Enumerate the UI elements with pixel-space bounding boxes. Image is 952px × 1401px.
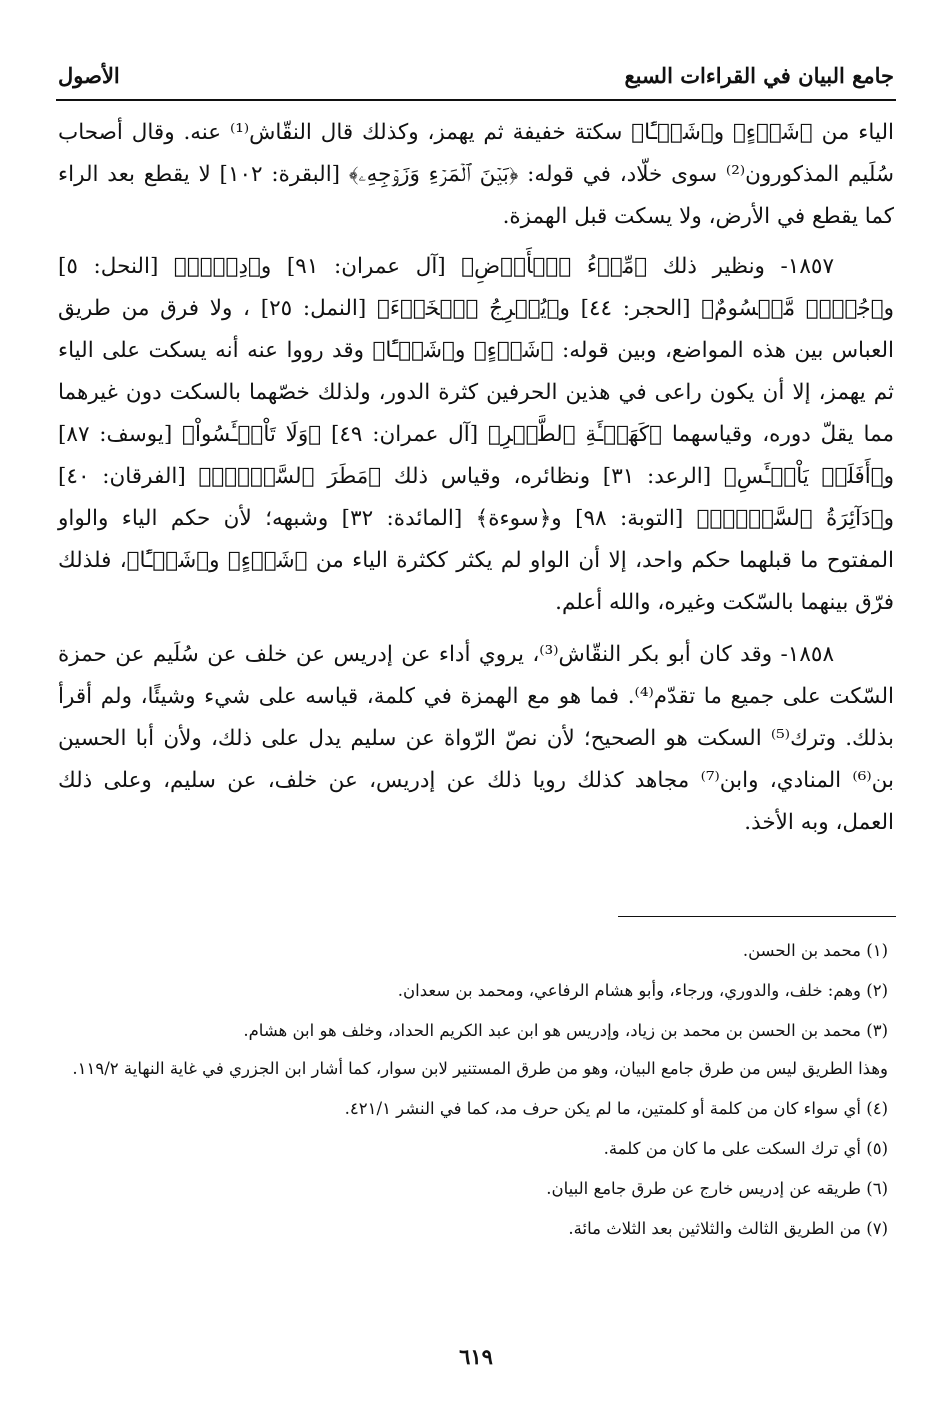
footnote-7: (٧) من الطريق الثالث والثلاثين بعد الثلاث مائة.	[568, 1219, 888, 1238]
footnote-5: (٥) أي ترك السكت على ما كان من كلمة.	[603, 1139, 888, 1158]
paragraph-1858: ١٨٥٨- وقد كان أبو بكر النقّاش⁽³⁾، يروي أداء عن إدريس عن خلف عن سُلَيم عن حمزة السّكت على جميع ما تقدّم⁽⁴⁾. فما هو مع الهمزة في كلمة، قياسه على شيء وشيئًا، ولم أقرأ بذلك. وترك⁽⁵⁾ السكت هو الصحيح؛ لأن نصّ الرّواة عن سليم يدل على ذلك، ولأن أبا الحسين بن⁽⁶⁾ المنادي، وابن⁽⁷⁾ مجاهد كذلك رويا ذلك عن إدريس، عن خلف، عن سليم، وعلى ذلك العمل، وبه الأخذ.	[58, 642, 894, 835]
footnote-rule	[618, 916, 896, 917]
running-header	[58, 52, 894, 98]
paragraph-intro: الياء من ﴿شَيۡءٍ﴾ و﴿شَيۡـًٔا﴾ سكتة خفيفة ثم يهمز، وكذلك قال النقّاش⁽¹⁾ عنه. وقال أصحاب سُلَيم المذكورون⁽²⁾ سوى خلّاد، في قوله: ﴿بَيۡنَ ٱلۡمَرۡءِ وَزَوۡجِهِۦ﴾ [البقرة: ١٠٢] لا يقطع بعد الراء كما يقطع في الأرض، ولا يسكت قبل الهمزة.	[58, 120, 894, 229]
footnote-1: (١) محمد بن الحسن.	[742, 941, 888, 960]
footnote-6: (٦) طريقه عن إدريس خارج عن طرق جامع البيان.	[546, 1179, 888, 1198]
section-title: الأصول	[58, 62, 120, 88]
footnote-4: (٤) أي سواء كان من كلمة أو كلمتين، ما لم يكن حرف مد، كما في النشر ٤٢١/١.	[344, 1099, 888, 1118]
paragraph-1857: ١٨٥٧- ونظير ذلك ﴿مِّلۡءُ ٱلۡأَرۡضِ﴾ [آل عمران: ٩١] و﴿دِفۡءٞ﴾ [النحل: ٥] و﴿جُزۡءٞ مَّقۡسُومٌ﴾ [الحجر: ٤٤] و﴿يُخۡرِجُ ٱلۡخَبۡءَ﴾ [النمل: ٢٥] ، ولا فرق من طريق العباس بين هذه المواضع، وبين قوله: ﴿شَيۡءٍ﴾ و﴿شَيۡـًٔا﴾ وقد رووا عنه أنه يسكت على الياء ثم يهمز، إلا أن يكون راعى في هذين الحرفين كثرة الدور، ولذلك خصّهما بالسكت دون غيرهما مما يقلّ دوره، وقياسهما ﴿كَهَيۡـَٔةِ ٱلطَّيۡرِ﴾ [آل عمران: ٤٩] ﴿وَلَا تَاْيۡـَٔسُواْ﴾ [يوسف: ٨٧] و﴿أَفَلَمۡ يَاْيۡـَٔسِ﴾ [الرعد: ٣١] ونظائره، وقياس ذلك ﴿مَطَرَ ٱلسَّوۡءِۚ﴾ [الفرقان: ٤٠] و﴿دَآئِرَةُ ٱلسَّوۡءِۗ﴾ [التوبة: ٩٨] و﴿سوءة﴾ [المائدة: ٣٢] وشبهه؛ لأن حكم الياء والواو المفتوح ما قبلهما حكم واحد، إلا أن الواو لم يكثر ككثرة الياء من ﴿شَيۡءٍ﴾ و﴿شَيۡـًٔا﴾، فلذلك فرّق بينهما بالسّكت وغيره، والله أعلم.	[58, 254, 894, 615]
footnote-3: (٣) محمد بن الحسن بن محمد بن زياد، وإدريس هو ابن عبد الكريم الحداد، وخلف هو ابن هشام.	[243, 1021, 888, 1040]
page-number: ٦١٩	[459, 1344, 493, 1369]
footnote-3-continuation: وهذا الطريق ليس من طرق جامع البيان، وهو من طرق المستنير لابن سوار، كما أشار ابن الجزري في غاية النهاية ١١٩/٢.	[72, 1059, 888, 1078]
main-text	[58, 112, 894, 854]
footnotes	[58, 934, 888, 1252]
footnote-2: (٢) وهم: خلف، والدوري، ورجاء، وأبو هشام الرفاعي، ومحمد بن سعدان.	[397, 981, 888, 1000]
header-rule	[56, 99, 896, 101]
book-title: جامع البيان في القراءات السبع	[624, 62, 894, 88]
